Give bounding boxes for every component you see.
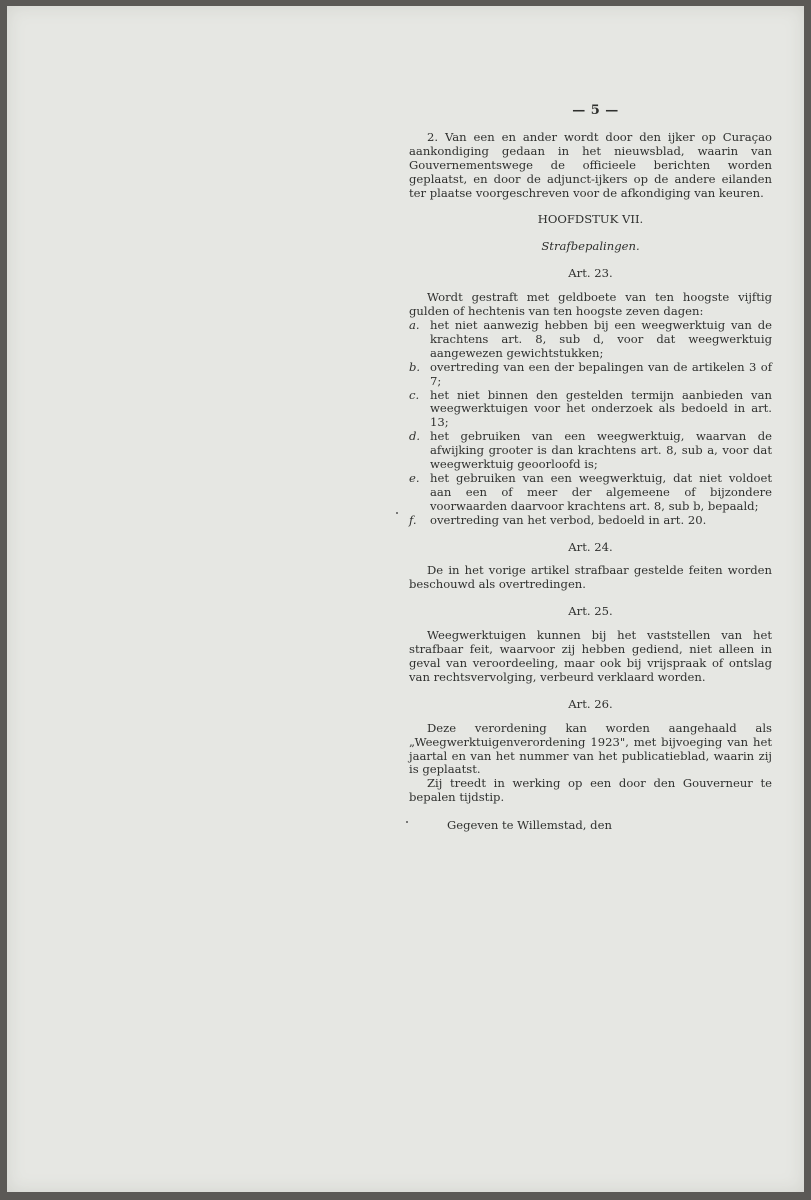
chapter-title: HOOFDSTUK VII. [537,212,644,227]
ink-speck [396,512,398,514]
list-item [409,319,772,361]
article-26-text-1: Deze verordening kan worden aangehaald als „Weegwerktuigenverordening 1923", met bijvoeging van het jaartal en van het nummer van het publicatieblad, waarin zij is geplaatst. [409,720,772,777]
list-letter: c. [409,387,420,402]
list-letter: b. [409,359,421,374]
list-text: overtreding van het verbod, bedoeld in art. 20. [430,512,707,527]
list-letter: a. [409,317,420,332]
list-text: het gebruiken van een weegwerktuig, dat niet voldoet aan een of meer der algemeene of bijzondere voorwaarden daarvoor krachtens art. 8, sub b, bepaald; [430,470,772,513]
list-letter: d. [409,429,421,444]
ink-speck [406,821,408,823]
list-item [409,430,772,472]
article-24-title: Art. 24. [568,539,613,554]
article-22-paragraph-2: 2. Van een en ander wordt door den ijker op Curaçao aankondiging gedaan in het nieuwsblad, waarin van Gouvernementswege de officieele berichten worden geplaatst, en door de adjunct-ijkers op de andere eilanden ter plaatse voorgeschreven voor de afkondiging van keuren. [409,129,772,200]
list-text: overtreding van een der bepalingen van de artikelen 3 of 7; [430,359,772,388]
article-26-title: Art. 26. [568,696,613,711]
article-25-text: Weegwerktuigen kunnen bij het vaststellen van het strafbaar feit, waarvoor zij hebben gediend, niet alleen in geval van veroordeeling, maar ook bij vrijspraak of ontslag van rechtsvervolging, verbeurd verklaard worden. [409,628,772,684]
list-item [409,389,772,431]
list-letter: e. [409,470,420,485]
article-24-text: De in het vorige artikel strafbaar gestelde feiten worden beschouwd als overtredingen. [409,563,772,592]
article-26-text-2: Zij treedt in werking op een door den Gouverneur te bepalen tijdstip. [409,776,772,805]
list-text: het niet binnen den gestelden termijn aanbieden van weegwerktuigen voor het onderzoek als bedoeld in art. 13; [430,387,772,430]
article-25-title: Art. 25. [568,604,613,619]
list-item [409,514,772,528]
list-text: het niet aanwezig hebben bij een weegwerktuig van de krachtens art. 8, sub d, voor dat weegwerktuig aangewezen gewichtstukken; [430,317,772,360]
list-letter: f. [409,512,417,527]
list-item [409,361,772,389]
page-number: — 5 — [572,103,619,118]
document-page [7,6,804,1192]
article-23-intro: Wordt gestraft met geldboete van ten hoogste vijftig gulden of hechtenis van ten hoogste zeven dagen: [409,290,772,319]
text-column [409,104,772,833]
list-item [409,472,772,514]
article-23-title: Art. 23. [568,266,613,281]
chapter-subtitle: Strafbepalingen. [541,239,640,254]
article-23-list [409,319,772,528]
list-text: het gebruiken van een weegwerktuig, waarvan de afwijking grooter is dan krachtens art. 8, sub a, voor dat weegwerktuig geoorloofd is; [430,429,772,472]
closing-line: Gegeven te Willemstad, den [447,818,612,833]
